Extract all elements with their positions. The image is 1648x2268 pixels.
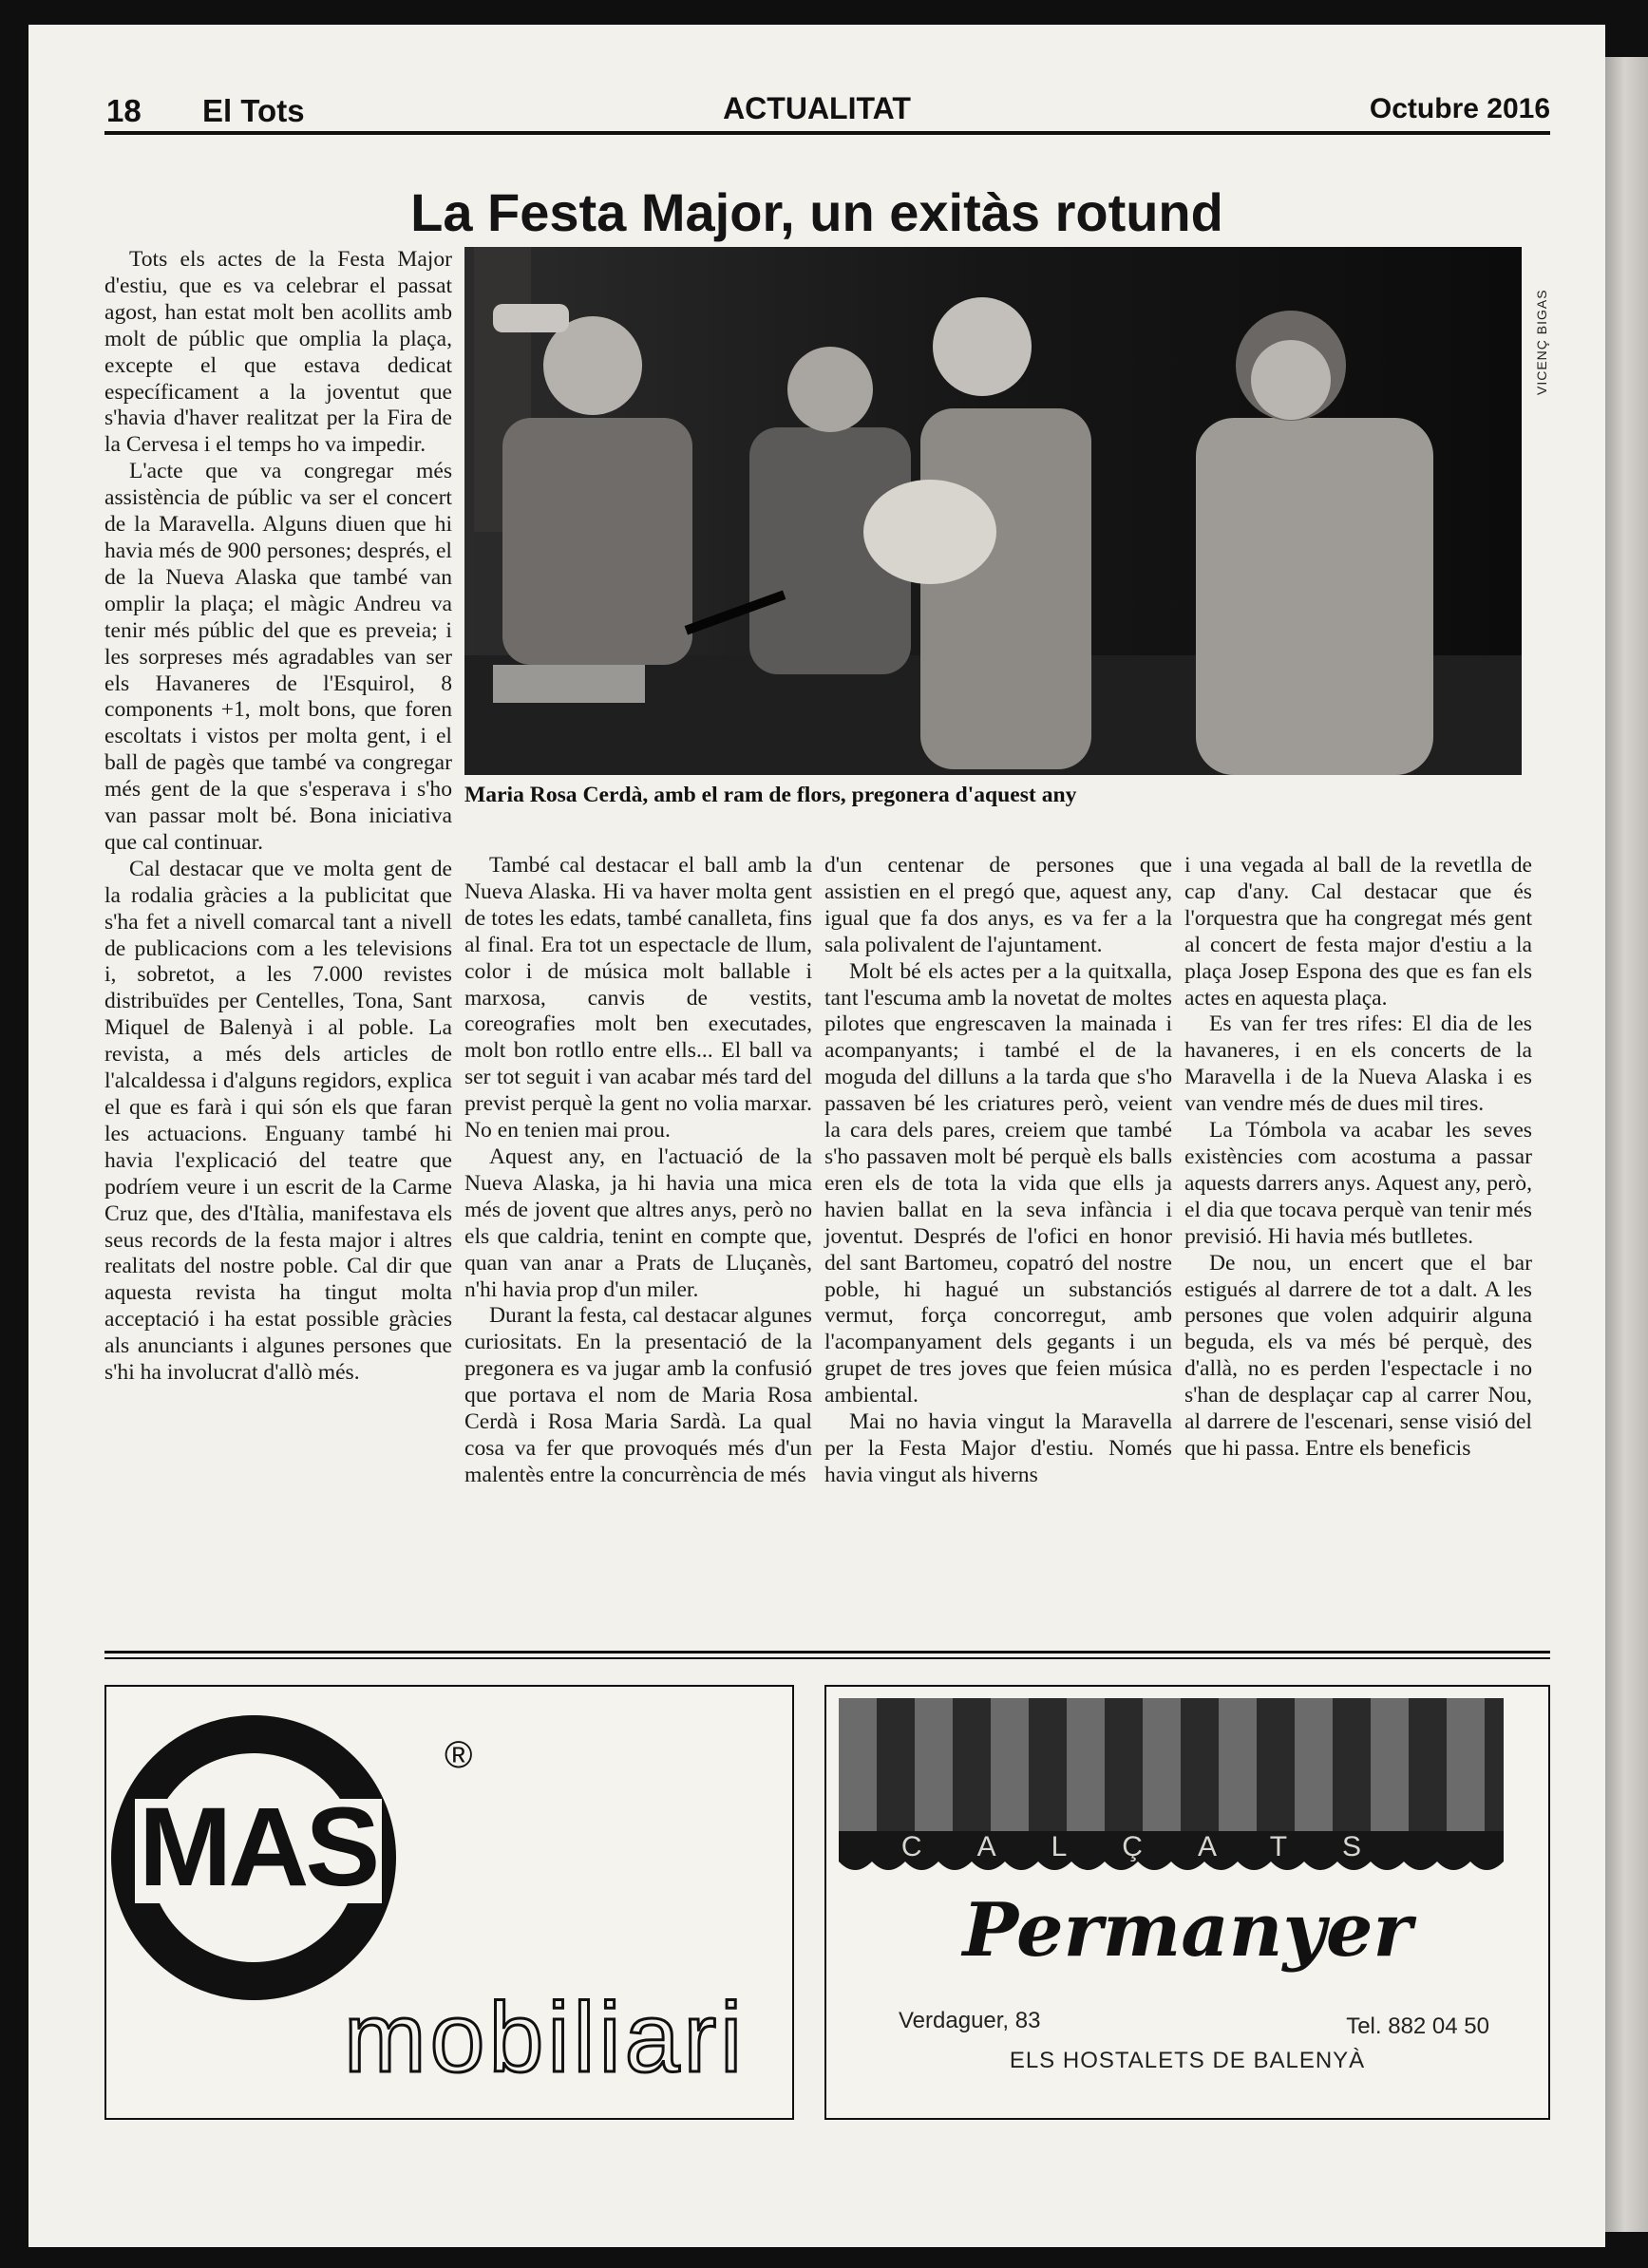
paragraph: d'un centenar de persones que assistien en el pregó que, aquest any, igual que fa dos anys, es va fer a la sala polivalent de l'ajuntament. — [824, 853, 1172, 957]
shop-phone: Tel. 882 04 50 — [1346, 2013, 1489, 2039]
mas-tagline: mobiliari — [344, 1983, 747, 2093]
paragraph: Tots els actes de la Festa Major d'estiu, que es va celebrar el passat agost, han estat molt ben acollits amb molt de públic que omplia la plaça, excepte el que estava dedicat específicament a la joventut que s'havia d'haver realitzat per la Fira de la Cervesa i el temps ho va impedir. — [104, 247, 452, 458]
paragraph: De nou, un encert que el bar estigués al darrere de tot a dalt. A les persones que volen adquirir alguna beguda, els va més bé perquè, des d'allà, no es perden l'espectacle i no s'han de desplaçar cap al carrer Nou, al darrere de l'escenari, sense visió del que hi passa. Entre els beneficis — [1184, 1250, 1532, 1461]
article-column-3 — [824, 853, 1172, 1489]
paragraph: Cal destacar que ve molta gent de la rodalia gràcies a la publicitat que s'ha fet a nivell comarcal tant a nivell de publicacions com a les televisions i, sobretot, a les 7.000 revistes distribuïdes per Centelles, Tona, Sant Miquel de Balenyà i al poble. La revista, a més dels articles de l'alcaldessa i d'alguns regidors, explica el que es farà i qui són els que faran les actuacions. Enguany també hi havia l'explicació del teatre que podríem veure i un escrit de la Carme Cruz que, des d'Itàlia, manifestava els seus records de la festa major i altres realitats del nostre poble. Cal dir que aquesta revista ha tingut molta acceptació i ha estat possible gràcies als anunciants i algunes persones que s'hi ha involucrat d'allò més. — [104, 856, 452, 1386]
footer-rule-top — [104, 1651, 1550, 1654]
section-name: ACTUALITAT — [723, 91, 911, 125]
paragraph: Mai no havia vingut la Maravella per la Festa Major d'estiu. Només havia vingut als hiverns — [824, 1409, 1172, 1487]
photo-illustration — [464, 247, 1522, 775]
registered-mark: ® — [445, 1734, 473, 1776]
shop-address: Verdaguer, 83 — [899, 2008, 1041, 2033]
article-photo — [464, 247, 1522, 775]
permanyer-brand: Permanyer — [962, 1887, 1412, 1974]
article-column-4 — [1184, 853, 1532, 1463]
shop-town: ELS HOSTALETS DE BALENYÀ — [1009, 2048, 1366, 2073]
paragraph: Durant la festa, cal destacar algunes curiositats. En la presentació de la pregonera es va jugar amb la confusió que portava el nom de Maria Rosa Cerdà i Rosa Maria Sardà. La qual cosa va fer que provoqués més d'un malentès entre la concurrència de més — [464, 1303, 812, 1487]
header-rule — [104, 131, 1550, 135]
photo-caption: Maria Rosa Cerdà, amb el ram de flors, pregonera d'aquest any — [464, 783, 1077, 807]
publication-name: El Tots — [202, 93, 305, 128]
article-title: La Festa Major, un exitàs rotund — [410, 182, 1223, 242]
newspaper-page — [28, 25, 1605, 2247]
paragraph: L'acte que va congregar més assistència de públic va ser el concert de la Maravella. Alguns diuen que hi havia més de 900 persones; després, el de la Nueva Alaska que també van omplir la plaça; el màgic Andreu va tenir més públic del que es preveia; i les sorpreses més agradables van ser els Havaneres de l'Esquirol, 8 components +1, molt bons, que foren escoltats i vistos per molta gent, i el ball de pagès que també va congregar més gent de la que s'esperava i s'ho van passar molt bé. Bona iniciativa que cal continuar. — [104, 459, 452, 855]
page-number: 18 — [106, 93, 142, 128]
paragraph: Aquest any, en l'actuació de la Nueva Alaska, ja hi havia una mica més de jovent que altres anys, però no els que caldria, tenint en compte que, quan van anar a Prats de Lluçanès, n'hi havia prop d'un miler. — [464, 1143, 812, 1302]
paragraph: Molt bé els actes per a la quitxalla, tant l'escuma amb la novetat de moltes pilotes que engrescaven la mainada i acompanyants; i també el de la moguda del dilluns a la tarda que s'ho passaven bé les criatures però, veient la cara dels pares, creiem que també s'ho passaven molt bé perquè els balls eren els de tota la vida que ells ja havien ballat en la seva infància i joventut. Després de l'ofici en honor del sant Bartomeu, copatró del nostre poble, hi hagué un substanciós vermut, força concorregut, amb l'acompanyament dels gegants i un grupet de tres joves que feien música ambiental. — [824, 958, 1172, 1408]
mas-brand: MAS — [139, 1785, 377, 1910]
article-column-1 — [104, 247, 452, 1387]
awning-text: CALÇATS — [900, 1831, 1417, 1862]
paragraph: La Tómbola va acabar les seves existències com acostuma a passar aquests darrers anys. Aquest any, però, el dia que tocava perquè van tenir més previsió. Hi havia més butlletes. — [1184, 1118, 1532, 1249]
paragraph: i una vegada al ball de la revetlla de cap d'any. Cal destacar que és l'orquestra que ha congregat més gent al concert de festa major d'estiu a la plaça Josep Espona des que es fan els actes en aquesta plaça. — [1184, 853, 1532, 1011]
ad-calcats-permanyer — [824, 1685, 1550, 2120]
article-column-2 — [464, 853, 812, 1489]
footer-rule-bottom — [104, 1657, 1550, 1659]
paragraph: També cal destacar el ball amb la Nueva Alaska. Hi va haver molta gent de totes les edats, també canalleta, fins al final. Era tot un espectacle de llum, color i de música molt ballable i marxosa, canvis de vestits, coreografies molt ben executades, molt bon rotllo entre ells... El ball va ser tot seguit i van acabar més tard del previst perquè la gent no volia marxar. No en tenien mai prou. — [464, 853, 812, 1143]
issue-date: Octubre 2016 — [1369, 93, 1550, 124]
paragraph: Es van fer tres rifes: El dia de les havaneres, i en els concerts de la Maravella i de la Nueva Alaska i es van vendre més de dues mil tires. — [1184, 1011, 1532, 1117]
photo-credit: VICENÇ BIGAS — [1534, 289, 1549, 395]
ad-mas-mobiliari — [104, 1685, 794, 2120]
binding-gutter — [1605, 57, 1648, 2232]
